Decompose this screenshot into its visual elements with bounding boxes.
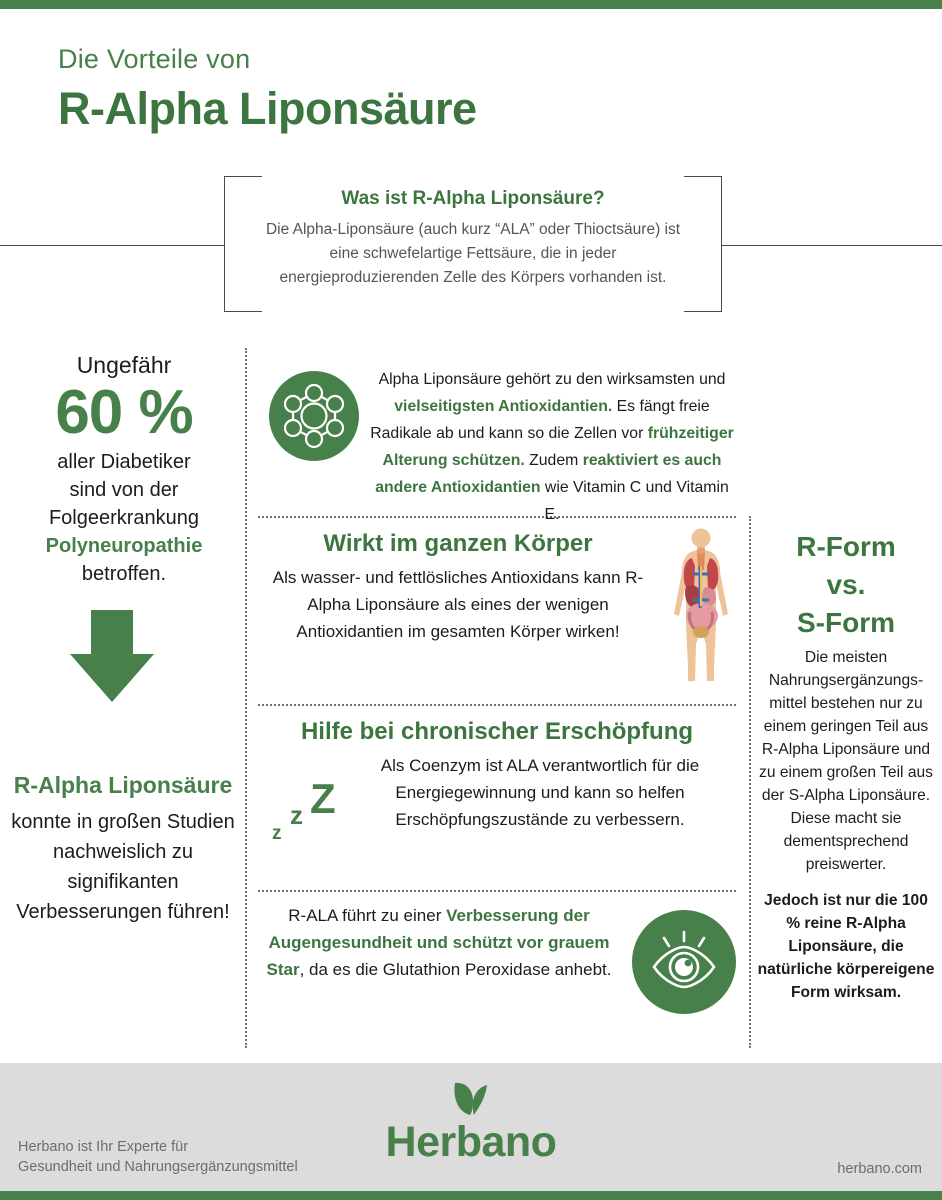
footer <box>0 1063 942 1191</box>
antioxidant-text-1: Alpha Liponsäure gehört zu den wirksamsten und <box>378 371 726 388</box>
conclusion-body: konnte in großen Studien nachweislich zu signifikanten Verbesserungen führen! <box>11 811 235 923</box>
antioxidant-bold-3: reaktiviert es auch andere Antioxidantien <box>375 452 722 496</box>
block-fatigue <box>258 716 736 844</box>
zzz-small: z <box>272 823 282 844</box>
zzz-large: Z <box>310 775 336 822</box>
rs-form-title-line-3: S-Form <box>797 607 895 638</box>
footer-tagline-line-2: Gesundheit und Nahrungsergänzungsmittel <box>18 1159 298 1175</box>
antioxidant-text-3: Zudem <box>524 452 583 469</box>
footer-tagline-line-1: Herbano ist Ihr Experte für <box>18 1139 189 1155</box>
rs-form-title-line-1: R-Form <box>796 531 896 562</box>
intro-bracket-box <box>224 176 722 312</box>
block-eye-health <box>258 902 736 983</box>
rs-form-note: Jedoch ist nur die 100 % reine R-Alpha Liponsäure, die natürliche körpereigene Form wirksam. <box>757 892 935 1001</box>
bottom-accent-bar <box>0 1191 942 1200</box>
arrow-shaft <box>91 610 133 654</box>
zzz-medium: z <box>290 800 303 830</box>
left-column-stat <box>10 350 238 588</box>
page-header <box>58 44 477 135</box>
top-accent-bar <box>0 0 942 9</box>
eye-text-2: , da es die Glutathion Peroxidase anhebt. <box>299 960 612 979</box>
rs-form-title-line-2: vs. <box>826 569 866 600</box>
whole-body-title: Wirkt im ganzen Körper <box>323 530 593 557</box>
section-divider-3 <box>258 890 736 892</box>
whole-body-body: Als wasser- und fettlösliches Antioxidans kann R-Alpha Liponsäure als eines der wenigen Antioxidantien im gesamten Körper wirken! <box>272 568 644 641</box>
header-kicker: Die Vorteile von <box>58 44 251 74</box>
fatigue-title: Hilfe bei chronischer Erschöpfung <box>300 718 694 745</box>
sleep-zzz-icon <box>266 775 356 858</box>
conclusion-title: R-Alpha Liponsäure <box>13 772 233 798</box>
stat-line-3: Folgeerkrankung <box>48 507 200 529</box>
antioxidant-bold-2: frühzeitiger Alterung schützen. <box>382 425 734 469</box>
eye-text-1: R-ALA führt zu einer <box>288 906 447 925</box>
stat-highlight: Polyneuropathie <box>45 535 203 557</box>
eye-icon <box>632 910 736 1014</box>
molecule-icon <box>269 371 359 461</box>
fatigue-body: Als Coenzym ist ALA verantwortlich für die Energiegewinnung und kann so helfen Erschöpfungszustände zu verbessern. <box>380 756 700 829</box>
left-column-divider <box>245 348 247 1048</box>
footer-url[interactable]: herbano.com <box>837 1161 922 1177</box>
stat-line-2: sind von der <box>69 479 179 501</box>
page-title: R-Alpha Liponsäure <box>58 83 477 134</box>
rs-form-title <box>757 528 935 642</box>
leaf-logo-icon <box>449 1077 493 1117</box>
human-body-organs-icon <box>668 526 734 686</box>
approx-label: Ungefähr <box>76 352 172 378</box>
antioxidant-text-2: Es fängt freie Radikale ab und kann so die Zellen vor <box>370 398 710 442</box>
stat-line-1: aller Diabetiker <box>57 451 191 473</box>
arrow-head <box>70 654 154 702</box>
antioxidant-bold-1: vielseitigsten Antioxidantien. <box>394 398 613 415</box>
right-column-rs-form <box>757 528 935 1004</box>
rs-form-body: Die meisten Nahrungsergänzungs-mittel bestehen nur zu einem geringen Teil aus R-Alpha Liponsäure und zu einem großen Teil aus der S-Alpha Liponsäure. Diese macht sie dementsprechend preiswerter. <box>759 649 933 873</box>
right-column-divider <box>749 516 751 1048</box>
antioxidant-text-4: wie Vitamin C und Vitamin E. <box>540 479 729 523</box>
intro-title: Was ist R-Alpha Liponsäure? <box>341 188 605 209</box>
brand-name: Herbano <box>385 1118 557 1166</box>
block-antioxidant <box>258 366 736 528</box>
footer-tagline <box>18 1137 298 1177</box>
stat-description <box>10 448 238 588</box>
left-column-conclusion <box>8 765 238 927</box>
intro-body: Die Alpha-Liponsäure (auch kurz “ALA” oder Thioctsäure) ist eine schwefelartige Fettsäure, die in jeder energieproduzierenden Zelle des Körpers vorhanden ist. <box>265 221 681 286</box>
section-divider-2 <box>258 704 736 706</box>
block-whole-body <box>258 528 736 645</box>
antioxidant-text <box>368 366 736 528</box>
eye-text <box>258 902 620 983</box>
stat-big-number: 60 % <box>55 378 193 447</box>
stat-line-4: betroffen. <box>81 563 167 585</box>
eye-bold-1: Verbesserung der Augengesundheit und schützt vor grauem Star <box>266 906 610 979</box>
